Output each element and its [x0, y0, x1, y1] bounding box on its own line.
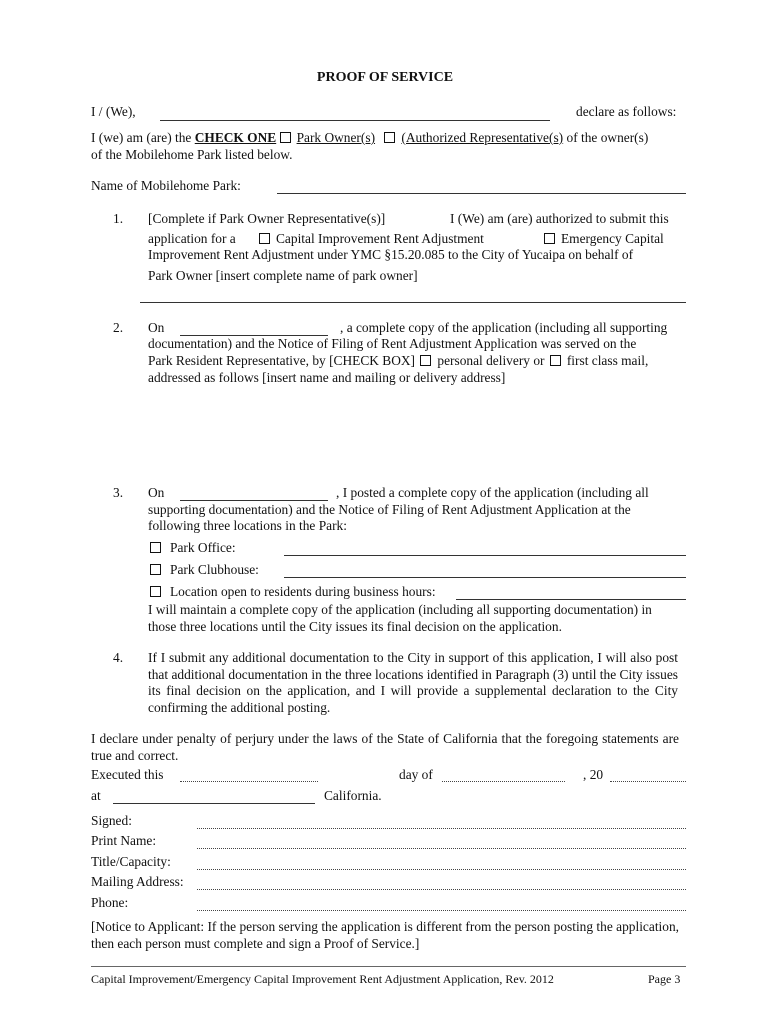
park-office-label: Park Office:	[170, 540, 236, 555]
role-statement	[91, 130, 648, 146]
park-owner-name-field[interactable]	[140, 302, 686, 303]
title-capacity-label: Title/Capacity:	[91, 854, 171, 869]
item3-line2: supporting documentation) and the Notice of Filing of Rent Adjustment Application at the	[148, 502, 631, 517]
role-tail: of the owner(s)	[566, 130, 649, 145]
mailing-address-label: Mailing Address:	[91, 874, 184, 889]
park-owner-checkbox[interactable]	[280, 132, 291, 143]
item1-line3: Improvement Rent Adjustment under YMC §15.20.085 to the City of Yucaipa on behalf of	[148, 247, 634, 262]
item3-number: 3.	[113, 485, 124, 500]
footer-divider	[91, 966, 686, 967]
personal-delivery-checkbox[interactable]	[420, 355, 431, 366]
item2-rest1: , a complete copy of the application (including all supporting	[340, 320, 668, 335]
park-clubhouse-label: Park Clubhouse:	[170, 562, 259, 577]
business-hours-location-label: Location open to residents during business hours:	[170, 584, 436, 599]
role-line2: of the Mobilehome Park listed below.	[91, 147, 293, 162]
day-of-label: day of	[399, 767, 433, 782]
item1-app-for: application for a	[148, 231, 236, 246]
signature-field[interactable]	[197, 828, 686, 829]
park-office-checkbox[interactable]	[150, 542, 161, 553]
item3-maintain2: those three locations until the City issues its final decision on the application.	[148, 619, 562, 634]
signed-label: Signed:	[91, 813, 132, 828]
item3-line3: following three locations in the Park:	[148, 518, 347, 533]
park-name-label: Name of Mobilehome Park:	[91, 178, 241, 193]
item2-line2: documentation) and the Notice of Filing of Rent Adjustment Application was served on the	[148, 336, 637, 351]
item2-line3	[148, 353, 648, 369]
executed-month-field[interactable]	[442, 781, 565, 782]
item3-rest1: , I posted a complete copy of the application (including all	[336, 485, 649, 500]
notice-to-applicant: [Notice to Applicant: If the person serving the application is different from the person posting the application, then each person must complete and sign a Proof of Service.]	[91, 919, 679, 951]
item1-capital-option	[259, 231, 484, 247]
page-number: Page 3	[648, 972, 681, 986]
business-hours-location-checkbox[interactable]	[150, 586, 161, 597]
executed-day-field[interactable]	[180, 781, 318, 782]
personal-delivery-label: personal delivery or	[437, 353, 545, 368]
role-lead: I (we) am (are) the	[91, 130, 192, 145]
executed-year-field[interactable]	[610, 781, 686, 782]
capital-improvement-label: Capital Improvement Rent Adjustment	[276, 231, 484, 246]
capital-improvement-checkbox[interactable]	[259, 233, 270, 244]
authorized-rep-checkbox[interactable]	[384, 132, 395, 143]
phone-label: Phone:	[91, 895, 129, 910]
business-hours-location-field[interactable]	[456, 599, 686, 600]
state-label: California.	[324, 788, 382, 803]
page-title: PROOF OF SERVICE	[316, 70, 454, 85]
item2-number: 2.	[113, 320, 124, 335]
item4-text: If I submit any additional documentation to the City in support of this application, I will also post that additional documentation in the three locations identified in Paragraph (3) until the City issues its final decision on the application, and I will provide a supplemental declaration to the City confirming the additional posting.	[148, 650, 678, 715]
park-clubhouse-field[interactable]	[284, 577, 686, 578]
item2-line4: addressed as follows [insert name and mailing or delivery address]	[148, 370, 506, 385]
mailing-address-field[interactable]	[197, 889, 686, 890]
footer-title: Capital Improvement/Emergency Capital Improvement Rent Adjustment Application, Rev. 2012	[91, 972, 554, 986]
emergency-capital-label: Emergency Capital	[561, 231, 664, 246]
item3-maintain1: I will maintain a complete copy of the application (including all supporting documentation) in	[148, 602, 652, 617]
year-prefix: , 20	[583, 767, 604, 782]
authorized-rep-label: (Authorized Representative(s)	[401, 130, 564, 145]
park-owner-label: Park Owner(s)	[296, 130, 376, 145]
perjury-declaration: I declare under penalty of perjury under the laws of the State of California that the foregoing statements are true and correct.	[91, 731, 679, 763]
item3-on: On	[148, 485, 165, 500]
park-name-field[interactable]	[277, 193, 686, 194]
phone-field[interactable]	[197, 910, 686, 911]
first-class-mail-checkbox[interactable]	[550, 355, 561, 366]
emergency-capital-checkbox[interactable]	[544, 233, 555, 244]
item3-date-field[interactable]	[180, 500, 328, 501]
print-name-label: Print Name:	[91, 833, 157, 848]
item1-number: 1.	[113, 211, 124, 226]
park-office-option	[150, 540, 236, 556]
item1-line4: Park Owner [insert complete name of park owner]	[148, 268, 418, 283]
executed-label: Executed this	[91, 767, 164, 782]
park-office-field[interactable]	[284, 555, 686, 556]
item4-number: 4.	[113, 650, 124, 665]
business-hours-location-option	[150, 584, 436, 600]
item1-line1-right: I (We) am (are) authorized to submit this	[450, 211, 669, 226]
item2-line3-text: Park Resident Representative, by [CHECK BOX]	[148, 353, 416, 368]
declarant-suffix: declare as follows:	[576, 104, 677, 119]
declarant-name-field[interactable]	[160, 120, 550, 121]
check-one-label: CHECK ONE	[194, 130, 277, 145]
item2-on: On	[148, 320, 165, 335]
print-name-field[interactable]	[197, 848, 686, 849]
declarant-prefix: I / (We),	[91, 104, 136, 119]
at-label: at	[91, 788, 101, 803]
executed-city-field[interactable]	[113, 803, 315, 804]
park-clubhouse-checkbox[interactable]	[150, 564, 161, 575]
park-clubhouse-option	[150, 562, 259, 578]
first-class-mail-label: first class mail,	[566, 353, 649, 368]
item1-line1-left: [Complete if Park Owner Representative(s)]	[148, 211, 386, 226]
title-capacity-field[interactable]	[197, 869, 686, 870]
item1-emergency-option	[544, 231, 664, 247]
